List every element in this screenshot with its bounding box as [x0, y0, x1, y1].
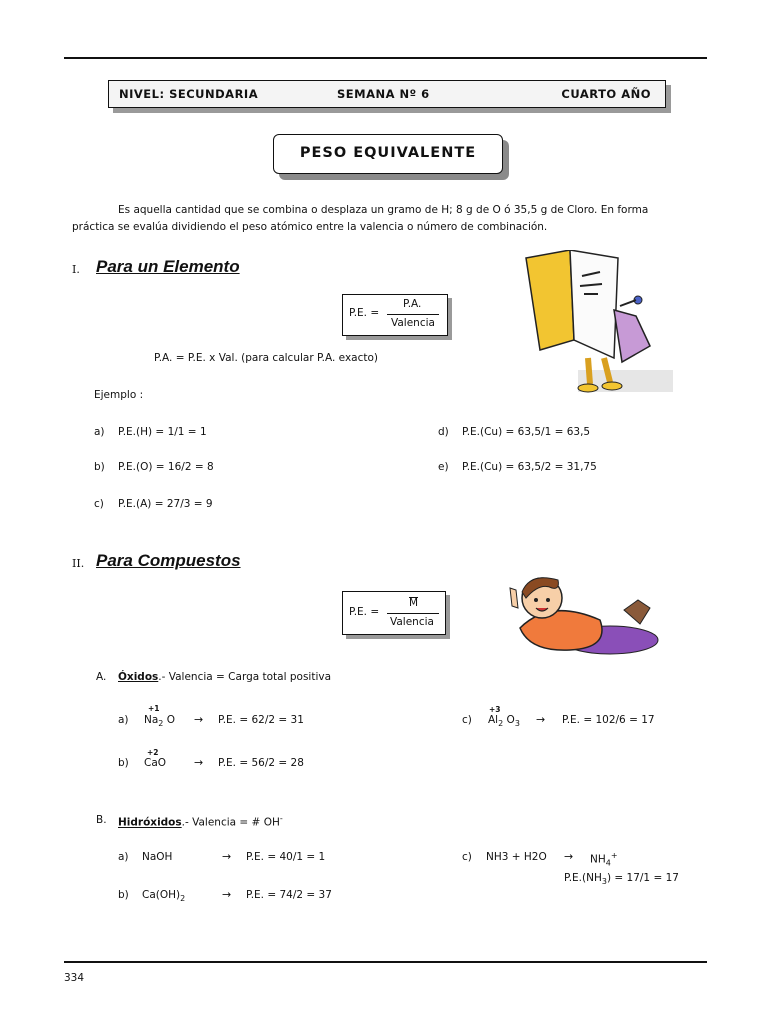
hidroxido-b-arrow: → [222, 888, 232, 901]
hidroxido-b-label: b) [118, 889, 129, 901]
oxido-b-formula: CaO [144, 757, 167, 769]
intro-line-2: práctica se evalúa dividiendo el peso atómico entre la valencia o número de combinación. [72, 221, 548, 233]
example-b-label: b) [94, 461, 105, 473]
hidroxido-c-label: c) [462, 851, 472, 863]
hidroxido-a-result: P.E. = 40/1 = 1 [246, 851, 326, 863]
hidroxido-c-arrow: → [564, 850, 574, 863]
example-a-text: P.E.(H) = 1/1 = 1 [118, 426, 207, 438]
hidroxido-a-label: a) [118, 851, 129, 863]
oxido-b-label: b) [118, 757, 129, 769]
oxido-a-formula: $Na_2$ O [144, 714, 175, 729]
formula1-lhs: P.E. = [349, 307, 380, 319]
hidroxido-c-product: $NH_4^+$ [590, 851, 618, 868]
section2-title: Para Compuestos [96, 551, 241, 570]
hidroxido-c-formula: NH3 + H2O [486, 851, 547, 863]
formula2-fraction-line [387, 613, 439, 614]
example-label: Ejemplo : [94, 389, 144, 401]
oxido-c-oxstate: +3 [489, 705, 501, 714]
page-title: PESO EQUIVALENTE [273, 134, 503, 174]
formula2-lhs: P.E. = [349, 606, 380, 618]
formula1-numerator: P.A. [403, 298, 422, 310]
example-e-text: P.E.(Cu) = 63,5/2 = 31,75 [462, 461, 597, 473]
oxido-b-arrow: → [194, 756, 204, 769]
hidroxidos-heading [118, 814, 283, 829]
section1-numeral: I. [72, 263, 80, 276]
example-b-text: P.E.(O) = 16/2 = 8 [118, 461, 214, 473]
hidroxido-a-formula: NaOH [142, 851, 173, 863]
oxidos-label: A. [96, 671, 107, 683]
header-semana: SEMANA Nº 6 [337, 87, 430, 101]
hidroxido-a-arrow: → [222, 850, 232, 863]
oxido-a-result: P.E. = 62/2 = 31 [218, 714, 304, 726]
oxido-a-arrow: → [194, 713, 204, 726]
intro-line-1: Es aquella cantidad que se combina o desplaza un gramo de H; 8 g de O ó 35,5 g de Cloro. En forma [118, 204, 649, 216]
section1-title: Para un Elemento [96, 257, 240, 276]
formula-box-compound [342, 591, 446, 635]
hidroxido-c-result: $P.E.(NH_3) = 17/1 = 17$ [564, 872, 679, 887]
formula1-denominator: Valencia [391, 317, 435, 329]
example-c-text: P.E.(A) = 27/3 = 9 [118, 498, 213, 510]
example-a-label: a) [94, 426, 105, 438]
hidroxidos-desc: .- Valencia = # OH [181, 816, 280, 829]
formula2-numerator: M [409, 597, 419, 609]
oxido-c-result: P.E. = 102/6 = 17 [562, 714, 655, 726]
hidroxidos-name: Hidróxidos [118, 816, 182, 829]
oxido-b-oxstate: +2 [147, 748, 159, 757]
hidroxidos-desc-sup: - [279, 814, 283, 823]
formula2-denominator: Valencia [390, 616, 434, 628]
formula-box-element [342, 294, 448, 336]
oxidos-heading [118, 671, 331, 683]
hidroxidos-label: B. [96, 814, 107, 826]
boy-illustration [500, 568, 662, 664]
page-number: 334 [64, 972, 85, 984]
section2-numeral: II. [72, 557, 85, 570]
section1-note: P.A. = P.E. x Val. (para calcular P.A. exacto) [154, 352, 379, 364]
oxidos-name: Óxidos [118, 671, 159, 683]
bottom-rule [64, 961, 707, 963]
formula1-fraction-line [387, 314, 439, 315]
oxido-a-oxstate: +1 [148, 704, 160, 713]
example-e-label: e) [438, 461, 449, 473]
oxido-a-label: a) [118, 714, 129, 726]
oxido-b-result: P.E. = 56/2 = 28 [218, 757, 304, 769]
header-nivel: NIVEL: SECUNDARIA [119, 87, 259, 101]
oxido-c-arrow: → [536, 713, 546, 726]
hidroxido-b-result: P.E. = 74/2 = 37 [246, 889, 332, 901]
top-rule [64, 57, 707, 59]
oxido-c-formula: $Al_2$ $O_3$ [488, 714, 520, 729]
oxido-c-label: c) [462, 714, 472, 726]
example-c-label: c) [94, 498, 104, 510]
reader-illustration [518, 250, 673, 398]
example-d-label: d) [438, 426, 449, 438]
header-anio: CUARTO AÑO [561, 87, 651, 101]
example-d-text: P.E.(Cu) = 63,5/1 = 63,5 [462, 426, 591, 438]
hidroxido-b-formula: $Ca(OH)_2$ [142, 889, 186, 904]
oxidos-desc: .- Valencia = Carga total positiva [158, 671, 332, 683]
header-box [108, 80, 666, 108]
